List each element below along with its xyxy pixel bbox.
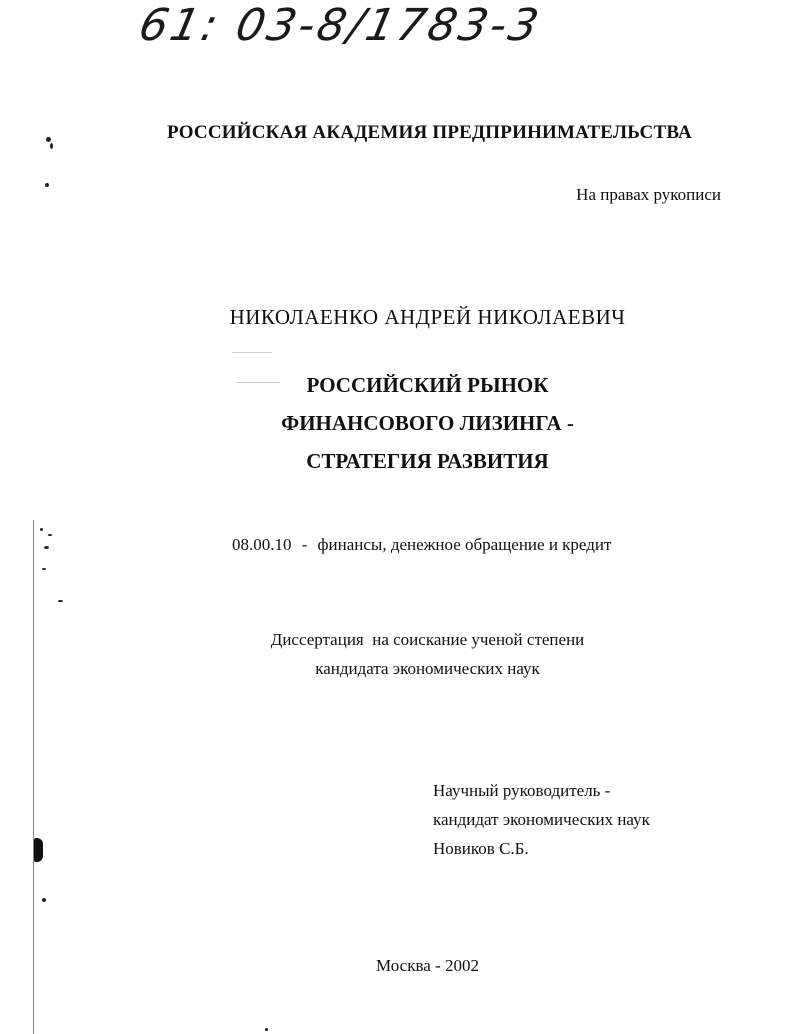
specialty-name: финансы, денежное обращение и кредит	[317, 535, 612, 554]
scan-speck	[50, 143, 53, 149]
specialty-separator: -	[301, 535, 308, 554]
scan-faint-mark	[236, 382, 280, 383]
scan-speck	[42, 568, 46, 570]
scan-speck	[265, 1028, 268, 1031]
degree-statement	[0, 625, 799, 683]
specialty-code: 08.00.10	[232, 535, 292, 554]
scan-speck	[45, 183, 49, 187]
scan-speck	[42, 898, 46, 902]
title-line: РОССИЙСКИЙ РЫНОК	[306, 373, 549, 397]
scan-blot	[34, 838, 43, 862]
degree-line: Диссертация на соискание ученой степени	[270, 630, 585, 649]
dissertation-title	[0, 366, 799, 480]
scan-edge-line	[33, 520, 34, 1034]
scan-speck	[44, 546, 49, 549]
supervisor-line: кандидат экономических наук	[433, 810, 650, 829]
city-and-year: Москва - 2002	[376, 956, 479, 975]
scan-speck	[40, 528, 43, 531]
author-name: НИКОЛАЕНКО АНДРЕЙ НИКОЛАЕВИЧ	[229, 305, 626, 329]
scan-faint-mark	[232, 352, 272, 353]
supervisor-line: Научный руководитель -	[433, 781, 611, 800]
academy-name: РОССИЙСКАЯ АКАДЕМИЯ ПРЕДПРИНИМАТЕЛЬСТВА	[167, 122, 692, 143]
supervisor-line: Новиков С.Б.	[433, 839, 529, 858]
supervisor-block	[433, 776, 650, 863]
title-line: СТРАТЕГИЯ РАЗВИТИЯ	[306, 449, 549, 473]
specialty	[232, 535, 611, 555]
title-line: ФИНАНСОВОГО ЛИЗИНГА -	[281, 411, 574, 435]
scan-speck	[48, 534, 52, 536]
manuscript-rights-note: На правах рукописи	[576, 185, 721, 204]
handwritten-archive-code: 61: 03-8/1783-3	[134, 0, 546, 51]
scan-speck	[46, 137, 51, 142]
scan-speck	[58, 600, 63, 602]
degree-line: кандидата экономических наук	[315, 659, 540, 678]
